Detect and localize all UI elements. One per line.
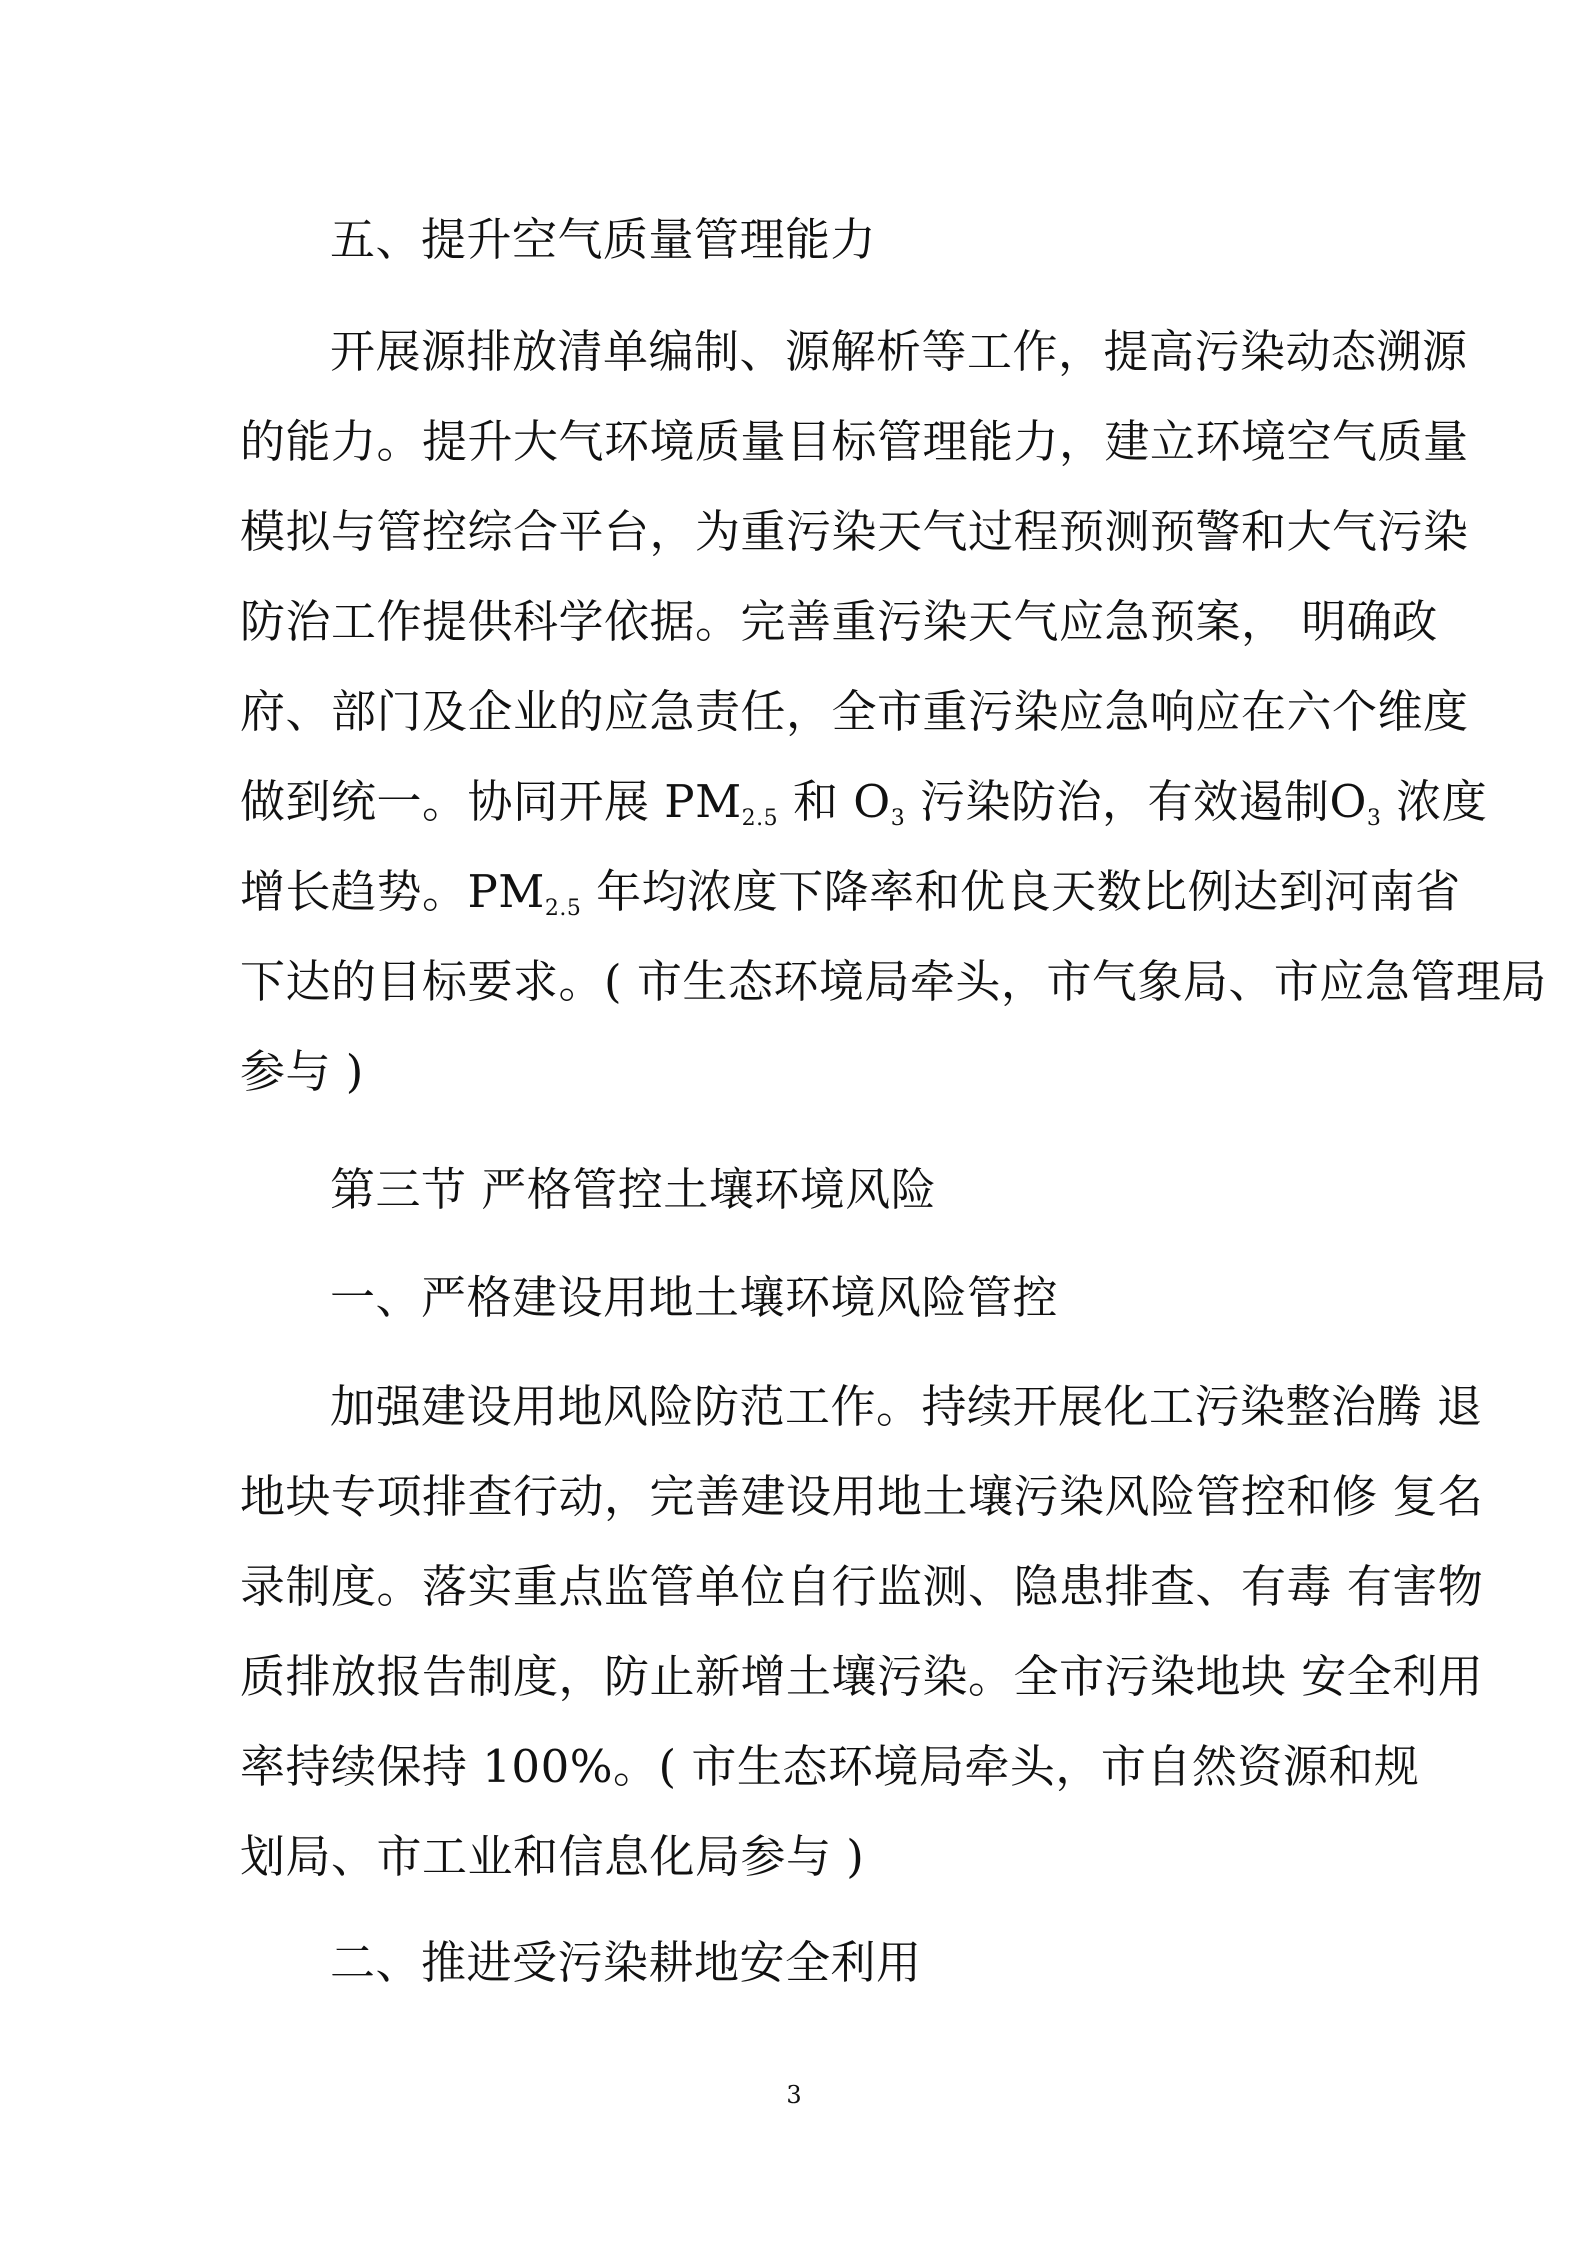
heading-farmland: 二、推进受污染耕地安全利用 [330,1936,922,1989]
text-segment: 年均浓度下降率和优良天数比例达到河南省 [581,865,1461,918]
paragraph-line: 划局、市工业和信息化局参与 ) [240,1830,865,1883]
paragraph-line: 府、部门及企业的应急责任，全市重污染应急响应在六个维度 [240,685,1469,738]
subscript: 2.5 [544,896,582,921]
text-segment: 浓度 [1381,775,1488,828]
text-segment: 和 O [778,775,891,828]
subscript: 3 [1366,806,1382,831]
text-segment: 做到统一。协同开展 PM [240,775,742,828]
paragraph-line: 质排放报告制度，防止新增土壤污染。全市污染地块 安全利用 [240,1650,1484,1703]
text-segment: 污染防治，有效遏制O [905,775,1367,828]
paragraph-line: 加强建设用地风险防范工作。持续开展化工污染整治腾 退 [330,1380,1483,1433]
paragraph-line: 录制度。落实重点监管单位自行监测、隐患排查、有毒 有害物 [240,1560,1484,1613]
section-heading: 第三节 严格管控土壤环境风险 [330,1163,937,1216]
text-segment: 增长趋势。PM [240,865,545,918]
paragraph-line [240,862,1461,922]
paragraph-line: 下达的目标要求。( 市生态环境局牵头，市气象局、市应急管理局 [240,955,1547,1008]
paragraph-line: 的能力。提升大气环境质量目标管理能力，建立环境空气质量 [240,415,1469,468]
paragraph-line: 率持续保持 100%。( 市生态环境局牵头，市自然资源和规 [240,1740,1420,1793]
paragraph-line: 参与 ) [240,1045,364,1098]
subscript: 2.5 [741,806,779,831]
paragraph-line: 模拟与管控综合平台，为重污染天气过程预测预警和大气污染 [240,505,1469,558]
paragraph-line: 地块专项排查行动，完善建设用地土壤污染风险管控和修 复名 [240,1470,1484,1523]
paragraph-line: 防治工作提供科学依据。完善重污染天气应急预案， 明确政 [240,595,1438,648]
page-number: 3 [786,2081,802,2109]
heading-improve-air-quality: 五、提升空气质量管理能力 [330,213,877,266]
subscript: 3 [890,806,906,831]
paragraph-line: 开展源排放清单编制、源解析等工作，提高污染动态溯源 [330,325,1468,378]
paragraph-line [240,772,1487,832]
heading-construction-land: 一、严格建设用地土壤环境风险管控 [330,1271,1059,1324]
